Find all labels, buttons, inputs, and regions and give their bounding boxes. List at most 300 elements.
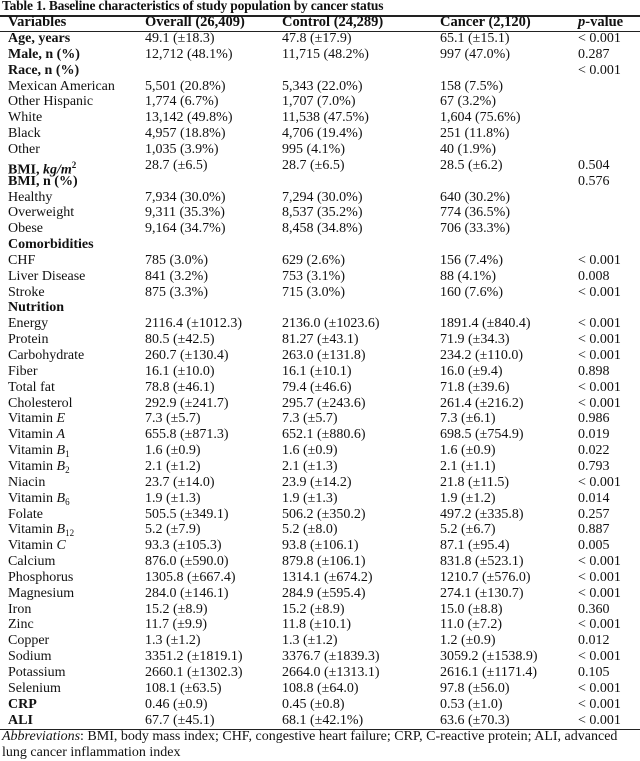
label-text: Obese: [8, 221, 43, 237]
label-text: White: [8, 110, 43, 126]
cell-control: 8,537 (35.2%): [282, 205, 363, 221]
row-label: [8, 681, 61, 697]
label-text: BMI,: [8, 162, 43, 178]
label-unit: kg/m: [43, 162, 72, 178]
cell-control: 629 (2.6%): [282, 252, 345, 268]
row-label: [8, 31, 70, 47]
cell-overall: 876.0 (±590.0): [145, 554, 229, 570]
cell-overall: 5.2 (±7.9): [145, 522, 201, 538]
cell-p: 0.504: [578, 157, 610, 173]
row-label: [8, 697, 37, 713]
cell-control: 0.45 (±0.8): [282, 696, 345, 712]
table-row: [0, 332, 640, 348]
label-text: Calcium: [8, 554, 56, 570]
label-text: Healthy: [8, 189, 53, 205]
cell-overall: 1305.8 (±667.4): [145, 569, 236, 585]
cell-p: < 0.001: [578, 696, 621, 712]
cell-cancer: 1891.4 (±840.4): [440, 316, 531, 332]
cell-overall: 841 (3.2%): [145, 268, 208, 284]
cell-cancer: 7.3 (±6.1): [440, 411, 496, 427]
cell-p: 0.014: [578, 490, 610, 506]
label-text: Black: [8, 126, 41, 142]
table-row: [0, 427, 640, 443]
cell-control: 295.7 (±243.6): [282, 395, 366, 411]
cell-control: 263.0 (±131.8): [282, 348, 366, 363]
table-row: [0, 649, 640, 665]
label-text: Stroke: [8, 284, 45, 300]
label-text: Cholesterol: [8, 395, 73, 411]
table-title: Table 1. Baseline characteristics of study population by cancer status: [2, 0, 384, 13]
cell-overall: 9,311 (35.3%): [145, 205, 225, 221]
cell-p: < 0.001: [578, 585, 621, 601]
cell-control: 5,343 (22.0%): [282, 78, 363, 94]
cell-p: < 0.001: [578, 31, 621, 46]
cell-overall: 1.6 (±0.9): [145, 443, 201, 459]
cell-overall: 7.3 (±5.7): [145, 411, 201, 427]
header-row: [0, 15, 640, 31]
cell-cancer: 774 (36.5%): [440, 205, 510, 221]
footnote-label: Abbreviations: [2, 729, 81, 744]
cell-p: 0.022: [578, 443, 610, 459]
cell-control: 1314.1 (±674.2): [282, 569, 373, 585]
label-subscript: 6: [65, 496, 70, 507]
row-label: [8, 285, 45, 301]
cell-cancer: 1.9 (±1.2): [440, 490, 496, 506]
cell-cancer: 21.8 (±11.5): [440, 474, 509, 490]
label-text: Comorbidities: [8, 237, 94, 253]
label-text: CRP: [8, 696, 37, 712]
row-label: [8, 713, 33, 729]
cell-p: < 0.001: [578, 316, 621, 332]
cell-cancer: 28.5 (±6.2): [440, 157, 503, 173]
label-text: Vitamin: [8, 538, 57, 554]
cell-control: 2.1 (±1.3): [282, 458, 338, 474]
label-text: Selenium: [8, 680, 61, 696]
cell-control: 16.1 (±10.1): [282, 363, 352, 379]
cell-cancer: 0.53 (±1.0): [440, 696, 503, 712]
row-label: [8, 190, 52, 206]
cell-control: 7,294 (30.0%): [282, 189, 363, 205]
label-subscript: 1: [65, 449, 70, 460]
cell-overall: 655.8 (±871.3): [145, 427, 229, 443]
cell-overall: 28.7 (±6.5): [145, 157, 208, 173]
cell-p: < 0.001: [578, 348, 621, 363]
row-label: [8, 380, 55, 396]
cell-overall: 12,712 (48.1%): [145, 46, 233, 62]
cell-p: < 0.001: [578, 252, 621, 268]
cell-overall: 4,957 (18.8%): [145, 126, 226, 142]
row-label: [8, 142, 40, 158]
label-text: Vitamin: [8, 427, 57, 443]
cell-control: 47.8 (±17.9): [282, 31, 352, 46]
cell-overall: 49.1 (±18.3): [145, 31, 215, 46]
label-text: Protein: [8, 332, 49, 348]
label-text: Vitamin: [8, 522, 57, 538]
cell-control: 28.7 (±6.5): [282, 157, 345, 173]
label-text: CHF: [8, 252, 36, 268]
cell-overall: 2660.1 (±1302.3): [145, 665, 243, 680]
table-row: [0, 190, 640, 206]
row-label: [8, 63, 79, 79]
cell-control: 68.1 (±42.1%): [282, 712, 364, 728]
table-row: [0, 253, 640, 269]
cell-overall: 93.3 (±105.3): [145, 538, 222, 554]
cell-overall: 1,035 (3.9%): [145, 141, 219, 157]
table-row: [0, 126, 640, 142]
row-label: [8, 459, 70, 475]
table-row: [0, 713, 640, 729]
label-subscript: 2: [65, 464, 70, 475]
cell-control: 23.9 (±14.2): [282, 474, 352, 490]
table-row: [0, 364, 640, 380]
cell-overall: 785 (3.0%): [145, 252, 208, 268]
header-cancer: Cancer (2,120): [440, 14, 531, 30]
cell-overall: 15.2 (±8.9): [145, 601, 208, 617]
row-label: [8, 79, 115, 95]
cell-control: 11,715 (48.2%): [282, 46, 369, 62]
row-label: [8, 205, 74, 221]
header-overall: Overall (26,409): [145, 14, 245, 30]
row-label: [8, 570, 73, 586]
cell-cancer: 40 (1.9%): [440, 141, 496, 157]
header-variables: Variables: [8, 14, 67, 30]
table-row: [0, 221, 640, 237]
label-text: Mexican American: [8, 78, 115, 94]
cell-control: 81.27 (±43.1): [282, 332, 359, 348]
cell-overall: 2116.4 (±1012.3): [145, 316, 242, 332]
row-label: [8, 602, 31, 618]
cell-overall: 23.7 (±14.0): [145, 474, 215, 490]
cell-p: < 0.001: [578, 379, 621, 395]
row-label: [8, 94, 93, 110]
cell-cancer: 831.8 (±523.1): [440, 554, 524, 570]
cell-cancer: 251 (11.8%): [440, 126, 510, 142]
cell-control: 8,458 (34.8%): [282, 221, 363, 237]
row-label: [8, 348, 84, 364]
cell-cancer: 261.4 (±216.2): [440, 395, 524, 411]
cell-p: < 0.001: [578, 680, 621, 696]
table-row: [0, 617, 640, 633]
row-label: [8, 427, 65, 443]
cell-overall: 875 (3.3%): [145, 284, 208, 300]
cell-control: 108.8 (±64.0): [282, 680, 359, 696]
cell-control: 3376.7 (±1839.3): [282, 649, 380, 665]
row-label: [8, 47, 80, 63]
row-label: [8, 316, 48, 332]
table-row: [0, 237, 640, 253]
cell-overall: 0.46 (±0.9): [145, 696, 208, 712]
cell-control: 506.2 (±350.2): [282, 506, 366, 522]
table-row: [0, 665, 640, 681]
label-text: Copper: [8, 633, 50, 649]
cell-control: 1.9 (±1.3): [282, 490, 338, 506]
label-text: Potassium: [8, 665, 66, 680]
label-superscript: 2: [71, 159, 77, 170]
cell-control: 652.1 (±880.6): [282, 427, 366, 443]
row-label: [8, 364, 38, 380]
cell-cancer: 1.6 (±0.9): [440, 443, 496, 459]
table-row: [0, 538, 640, 554]
cell-p: 0.012: [578, 633, 610, 649]
table-row: [0, 79, 640, 95]
header-control: Control (24,289): [282, 14, 384, 30]
cell-p: 0.019: [578, 427, 610, 443]
cell-cancer: 15.0 (±8.8): [440, 601, 503, 617]
cell-p: 0.257: [578, 506, 610, 522]
label-variable: B: [56, 458, 66, 474]
cell-cancer: 67 (3.2%): [440, 94, 496, 110]
row-label: [8, 253, 35, 269]
table-row: [0, 475, 640, 491]
table-row: [0, 586, 640, 602]
table-row: [0, 681, 640, 697]
cell-p: < 0.001: [578, 62, 621, 78]
cell-cancer: 11.0 (±7.2): [440, 617, 502, 633]
cell-cancer: 156 (7.4%): [440, 252, 503, 268]
cell-control: 4,706 (19.4%): [282, 126, 363, 142]
cell-p: 0.287: [578, 46, 610, 62]
label-text: Vitamin: [8, 490, 57, 506]
row-label: [8, 507, 43, 523]
cell-control: 7.3 (±5.7): [282, 411, 338, 427]
label-text: Other Hispanic: [8, 94, 94, 110]
cell-cancer: 698.5 (±754.9): [440, 427, 524, 443]
label-text: Niacin: [8, 474, 46, 490]
label-subscript: 12: [65, 528, 75, 539]
table-row: [0, 411, 640, 427]
cell-p: < 0.001: [578, 332, 621, 348]
cell-cancer: 497.2 (±335.8): [440, 506, 524, 522]
row-label: [8, 126, 41, 142]
table-row: [0, 570, 640, 586]
table-row: [0, 443, 640, 459]
table-row: [0, 380, 640, 396]
label-text: Iron: [8, 601, 32, 617]
table-row: [0, 491, 640, 507]
cell-overall: 3351.2 (±1819.1): [145, 649, 243, 665]
cell-cancer: 997 (47.0%): [440, 46, 510, 62]
row-label: [8, 269, 85, 285]
row-label: [8, 174, 78, 190]
header-p-value: p-value: [578, 14, 624, 30]
table-row: [0, 285, 640, 301]
cell-p: < 0.001: [578, 569, 621, 585]
table-row: [0, 47, 640, 63]
label-text: Race, n (%): [8, 62, 80, 78]
cell-overall: 1.9 (±1.3): [145, 490, 201, 506]
cell-p: 0.986: [578, 411, 610, 427]
footnote-text: : BMI, body mass index; CHF, congestive heart failure; CRP, C-reactive protein; ALI, advanced lung cancer inflammation index: [2, 729, 618, 760]
label-text: Magnesium: [8, 585, 75, 601]
table-row: [0, 174, 640, 190]
row-label: [8, 300, 64, 316]
label-text: Energy: [8, 316, 49, 332]
row-label: [8, 554, 55, 570]
cell-control: 15.2 (±8.9): [282, 601, 345, 617]
label-text: Nutrition: [8, 300, 64, 316]
row-label: [8, 665, 66, 681]
cell-cancer: 71.9 (±34.3): [440, 332, 510, 348]
cell-overall: 9,164 (34.7%): [145, 221, 226, 237]
row-label: [8, 332, 48, 348]
cell-cancer: 2.1 (±1.1): [440, 458, 496, 474]
row-label: [8, 237, 94, 253]
footnote: [2, 729, 640, 761]
row-label: [8, 491, 70, 507]
cell-control: 11,538 (47.5%): [282, 110, 369, 126]
cell-cancer: 65.1 (±15.1): [440, 31, 510, 46]
cell-overall: 1.3 (±1.2): [145, 633, 201, 649]
cell-control: 2136.0 (±1023.6): [282, 316, 380, 332]
row-label: [8, 443, 70, 459]
label-text: Sodium: [8, 649, 52, 665]
cell-p: 0.793: [578, 458, 610, 474]
label-variable: A: [56, 427, 66, 443]
cell-cancer: 16.0 (±9.4): [440, 363, 503, 379]
cell-p: 0.576: [578, 173, 610, 189]
table-row: [0, 205, 640, 221]
cell-overall: 1,774 (6.7%): [145, 94, 219, 110]
label-text: ALI: [8, 712, 33, 728]
row-label: [8, 586, 74, 602]
cell-p: < 0.001: [578, 617, 621, 633]
table-row: [0, 300, 640, 316]
table-row: [0, 316, 640, 332]
cell-cancer: 274.1 (±130.7): [440, 585, 524, 601]
label-text: Total fat: [8, 379, 55, 395]
table-row: [0, 507, 640, 523]
table-row: [0, 110, 640, 126]
cell-control: 1,707 (7.0%): [282, 94, 356, 110]
cell-cancer: 2616.1 (±1171.4): [440, 665, 537, 680]
cell-overall: 67.7 (±45.1): [145, 712, 215, 728]
table-row: [0, 142, 640, 158]
label-variable: C: [56, 538, 66, 554]
cell-overall: 292.9 (±241.7): [145, 395, 229, 411]
cell-cancer: 158 (7.5%): [440, 78, 503, 94]
table-row: [0, 94, 640, 110]
cell-control: 11.8 (±10.1): [282, 617, 351, 633]
label-text: Carbohydrate: [8, 348, 85, 363]
cell-overall: 13,142 (49.8%): [145, 110, 233, 126]
label-text: BMI, n (%): [8, 173, 78, 189]
cell-cancer: 1210.7 (±576.0): [440, 569, 531, 585]
cell-overall: 78.8 (±46.1): [145, 379, 215, 395]
cell-overall: 5,501 (20.8%): [145, 78, 226, 94]
cell-control: 753 (3.1%): [282, 268, 345, 284]
table-row: [0, 396, 640, 412]
table-row: [0, 697, 640, 713]
label-text: Phosphorus: [8, 569, 74, 585]
cell-overall: 260.7 (±130.4): [145, 348, 229, 363]
row-label: [8, 522, 74, 538]
table-row: [0, 63, 640, 79]
label-text: Male, n (%): [8, 46, 80, 62]
cell-overall: 16.1 (±10.0): [145, 363, 215, 379]
cell-cancer: 1,604 (75.6%): [440, 110, 521, 126]
cell-cancer: 71.8 (±39.6): [440, 379, 510, 395]
label-variable: B: [56, 522, 66, 538]
cell-p: 0.360: [578, 601, 610, 617]
label-text: Zinc: [8, 617, 34, 633]
cell-p: 0.008: [578, 268, 610, 284]
cell-p: < 0.001: [578, 284, 621, 300]
cell-p: < 0.001: [578, 395, 621, 411]
cell-overall: 7,934 (30.0%): [145, 189, 226, 205]
cell-cancer: 88 (4.1%): [440, 268, 496, 284]
row-label: [8, 633, 49, 649]
table-row: [0, 554, 640, 570]
table-row: [0, 633, 640, 649]
cell-control: 715 (3.0%): [282, 284, 345, 300]
label-variable: E: [56, 411, 66, 427]
row-label: [8, 475, 45, 491]
cell-p: 0.898: [578, 363, 610, 379]
cell-overall: 284.0 (±146.1): [145, 585, 229, 601]
cell-control: 1.3 (±1.2): [282, 633, 338, 649]
cell-cancer: 706 (33.3%): [440, 221, 510, 237]
cell-control: 1.6 (±0.9): [282, 443, 338, 459]
cell-p: 0.005: [578, 538, 610, 554]
label-text: Age, years: [8, 31, 71, 46]
label-text: Fiber: [8, 363, 38, 379]
row-label: [8, 396, 73, 412]
label-text: Overweight: [8, 205, 75, 221]
cell-cancer: 87.1 (±95.4): [440, 538, 510, 554]
table-row: [0, 269, 640, 285]
cell-overall: 80.5 (±42.5): [145, 332, 215, 348]
cell-control: 284.9 (±595.4): [282, 585, 366, 601]
cell-overall: 2.1 (±1.2): [145, 458, 201, 474]
cell-p: < 0.001: [578, 554, 621, 570]
table-row: [0, 459, 640, 475]
cell-control: 995 (4.1%): [282, 141, 345, 157]
cell-cancer: 63.6 (±70.3): [440, 712, 510, 728]
cell-overall: 108.1 (±63.5): [145, 680, 222, 696]
cell-p: 0.105: [578, 665, 610, 680]
row-label: [8, 411, 65, 427]
table-row: [0, 31, 640, 47]
cell-cancer: 97.8 (±56.0): [440, 680, 510, 696]
cell-control: 879.8 (±106.1): [282, 554, 366, 570]
label-text: Vitamin: [8, 443, 57, 459]
cell-cancer: 1.2 (±0.9): [440, 633, 496, 649]
row-label: [8, 221, 43, 237]
label-text: Vitamin: [8, 458, 57, 474]
cell-p: 0.887: [578, 522, 610, 538]
cell-overall: 505.5 (±349.1): [145, 506, 229, 522]
cell-cancer: 640 (30.2%): [440, 189, 510, 205]
row-label: [8, 649, 52, 665]
cell-p: < 0.001: [578, 474, 621, 490]
label-text: Folate: [8, 506, 43, 522]
row-label: [8, 538, 66, 554]
label-text: Vitamin: [8, 411, 57, 427]
cell-control: 2664.0 (±1313.1): [282, 665, 380, 680]
cell-overall: 11.7 (±9.9): [145, 617, 207, 633]
table-row: [0, 348, 640, 364]
cell-cancer: 3059.2 (±1538.9): [440, 649, 538, 665]
cell-p: < 0.001: [578, 712, 621, 728]
table-row: [0, 522, 640, 538]
cell-control: 5.2 (±8.0): [282, 522, 338, 538]
cell-cancer: 160 (7.6%): [440, 284, 503, 300]
cell-p: < 0.001: [578, 649, 621, 665]
table-row: [0, 157, 640, 178]
cell-control: 79.4 (±46.6): [282, 379, 352, 395]
label-text: Other: [8, 141, 40, 157]
cell-control: 93.8 (±106.1): [282, 538, 359, 554]
